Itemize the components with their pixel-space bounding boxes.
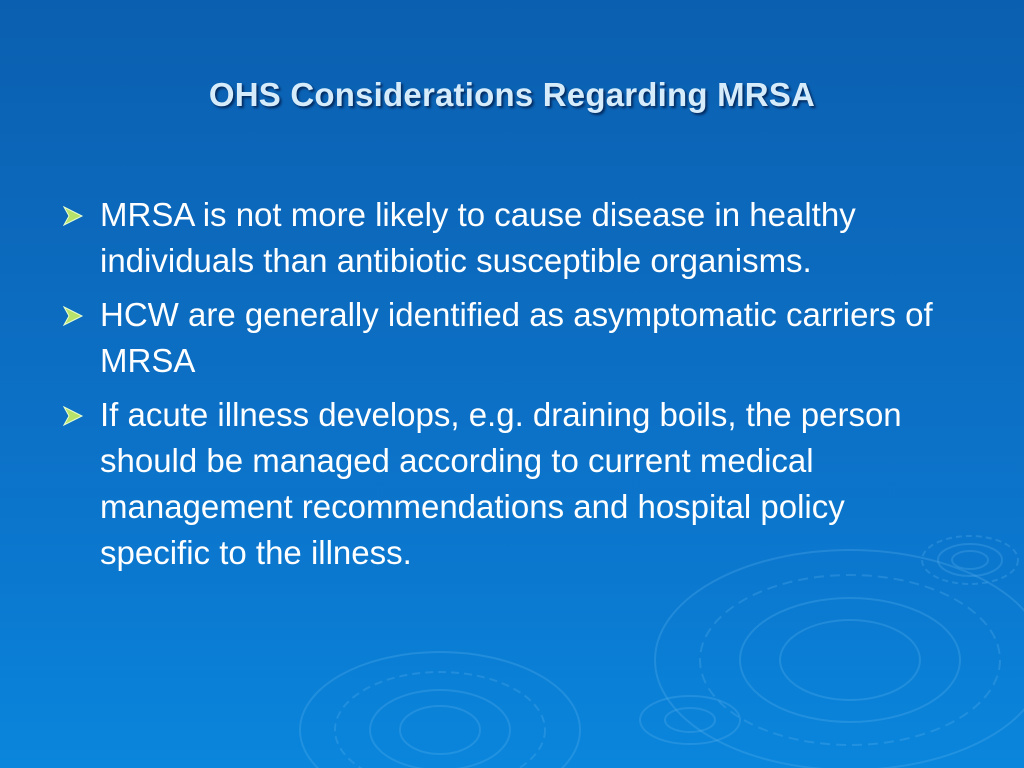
arrowhead-icon xyxy=(62,306,84,326)
bullet-list xyxy=(62,192,962,584)
bullet-text: HCW are generally identified as asymptomatic carriers of MRSA xyxy=(100,296,933,379)
arrowhead-icon xyxy=(62,206,84,226)
bullet-text: MRSA is not more likely to cause disease in healthy individuals than antibiotic susceptible organisms. xyxy=(100,196,856,279)
list-item xyxy=(62,292,962,384)
slide-title: OHS Considerations Regarding MRSA xyxy=(208,76,816,113)
list-item xyxy=(62,192,962,284)
arrowhead-icon xyxy=(62,406,84,426)
list-item xyxy=(62,392,962,576)
bullet-text: If acute illness develops, e.g. draining boils, the person should be managed according to current medical management recommendations and hospital policy specific to the illness. xyxy=(100,396,902,571)
